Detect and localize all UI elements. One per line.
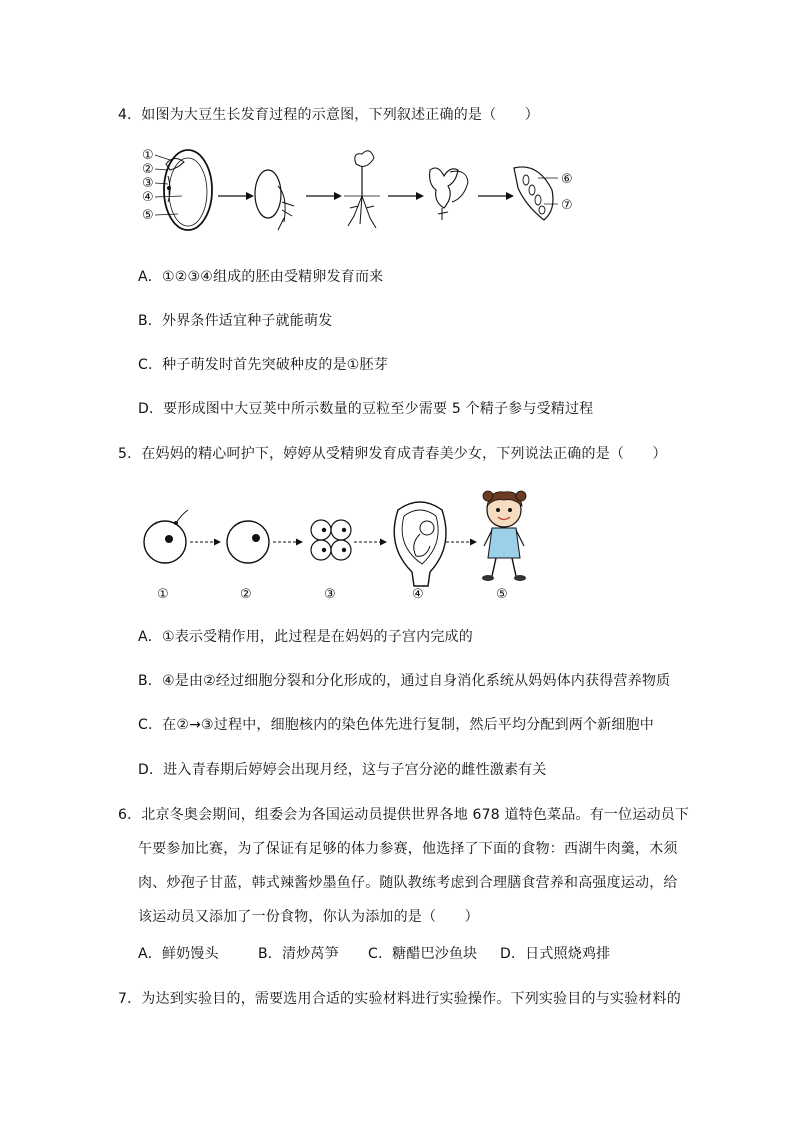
q4-label-3: ③ (142, 176, 154, 191)
q6-option-a: A．鲜奶馒头 (138, 946, 219, 962)
q5-label-2: ② (240, 587, 252, 602)
flowering-plant-diagram (430, 168, 468, 220)
q4-label-5: ⑤ (142, 208, 154, 223)
dividing-cells (311, 520, 351, 560)
soybean-pod-diagram (514, 167, 553, 220)
q4-option-b: B．外界条件适宜种子就能萌发 (138, 313, 333, 329)
q7-stem: 7．为达到实验目的，需要选用合适的实验材料进行实验操作。下列实验目的与实验材料的 (118, 991, 681, 1007)
seedling-diagram (344, 151, 380, 228)
q6-stem-line-1: 6．北京冬奥会期间，组委会为各国运动员提供世界各地 678 道特色菜品。有一位运动员下 (118, 807, 690, 823)
q4-label-4: ④ (142, 190, 154, 205)
fertilization-cell (144, 510, 188, 563)
q4-label-7: ⑦ (561, 198, 573, 213)
q4-option-a: A．①②③④组成的胚由受精卵发育而来 (138, 269, 384, 285)
q5-option-a: A．①表示受精作用，此过程是在妈妈的子宫内完成的 (138, 629, 473, 645)
q5-label-4: ④ (412, 587, 424, 602)
q4-option-c: C．种子萌发时首先突破种皮的是①胚芽 (138, 357, 388, 373)
q4-stem: 4．如图为大豆生长发育过程的示意图，下列叙述正确的是（ ） (118, 107, 539, 123)
soybean-growth-figure (138, 146, 588, 238)
human-development-figure (138, 486, 548, 604)
q5-option-c: C．在②→③过程中，细胞核内的染色体先进行复制，然后平均分配到两个新细胞中 (138, 717, 655, 733)
q6-stem-line-4: 该运动员又添加了一份食物，你认为添加的是（ ） (138, 909, 479, 925)
zygote-cell (227, 521, 269, 563)
q6-stem-line-2: 午要参加比赛，为了保证有足够的体力参赛，他选择了下面的食物：西湖牛肉羹，木须 (138, 841, 678, 857)
q4-label-1: ① (142, 148, 154, 163)
seed-diagram (164, 150, 212, 230)
q6-option-b: B．清炒莴笋 (258, 946, 339, 962)
q4-label-2: ② (142, 162, 154, 177)
q4-label-6: ⑥ (561, 172, 573, 187)
q5-label-5: ⑤ (496, 587, 508, 602)
q5-label-3: ③ (324, 587, 336, 602)
q6-option-c: C．糖醋巴沙鱼块 (368, 946, 478, 962)
q5-label-1: ① (157, 587, 169, 602)
q6-stem-line-3: 肉、炒孢子甘蓝，韩式辣酱炒墨鱼仔。随队教练考虑到合理膳食营养和高强度运动，给 (138, 875, 678, 891)
q5-option-d: D．进入青春期后婷婷会出现月经，这与子宫分泌的雌性激素有关 (138, 762, 547, 778)
q5-stem: 5．在妈妈的精心呵护下，婷婷从受精卵发育成青春美少女，下列说法正确的是（ ） (118, 446, 667, 462)
q6-option-d: D．日式照烧鸡排 (500, 946, 611, 962)
q5-option-b: B．④是由②经过细胞分裂和分化形成的，通过自身消化系统从妈妈体内获得营养物质 (138, 673, 671, 689)
germinating-seed-diagram (255, 170, 294, 230)
girl-illustration (482, 491, 526, 581)
fetus-in-uterus (394, 502, 446, 586)
q4-option-d: D．要形成图中大豆荚中所示数量的豆粒至少需要 5 个精子参与受精过程 (138, 401, 594, 417)
